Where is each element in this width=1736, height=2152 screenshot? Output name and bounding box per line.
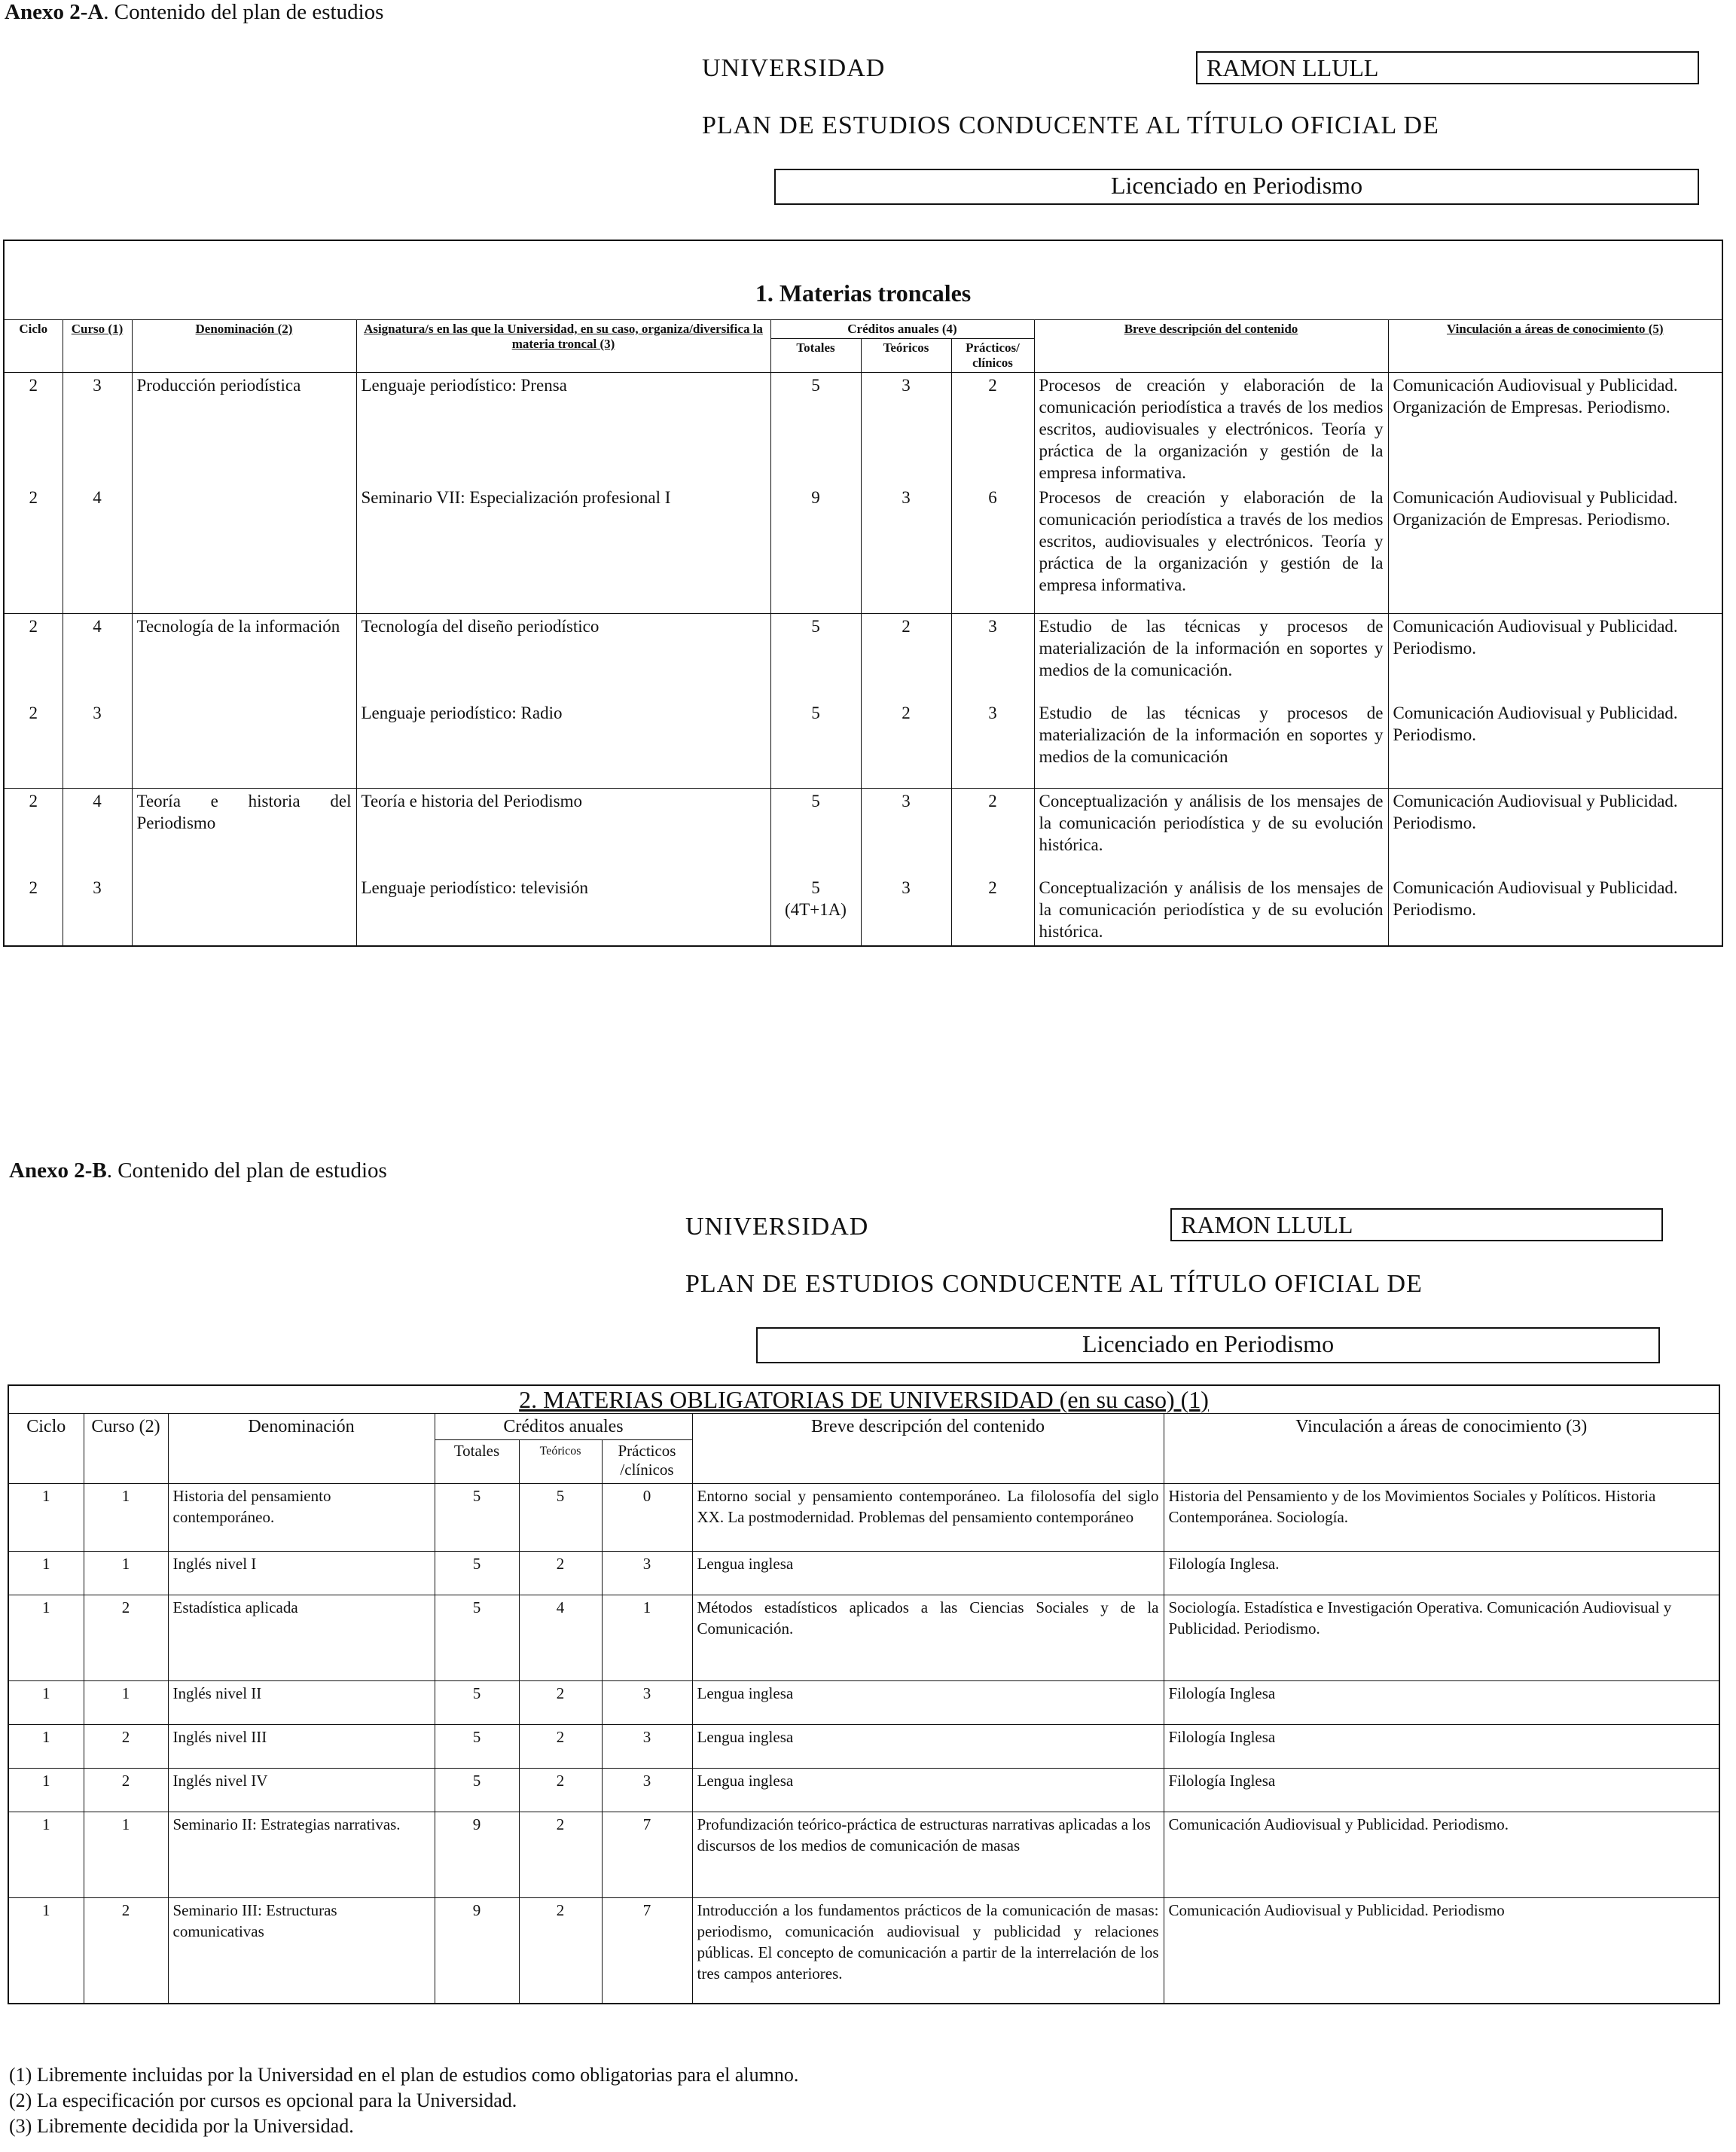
cell-totales: 5 xyxy=(770,613,861,701)
plan-title-a: PLAN DE ESTUDIOS CONDUCENTE AL TÍTULO OFICIAL DE xyxy=(702,111,1439,139)
cell-curso: 2 xyxy=(84,1725,168,1769)
table-row xyxy=(4,701,1722,788)
cell-descripcion: Conceptualización y análisis de los mensajes de la comunicación periodística y de su evolución histórica. xyxy=(1034,875,1388,946)
cell-curso: 1 xyxy=(84,1681,168,1725)
header-totales: Totales xyxy=(770,339,861,373)
footnotes xyxy=(9,2062,798,2139)
cell-vinculacion: Filología Inglesa xyxy=(1164,1725,1719,1769)
cell-practicos: 0 xyxy=(602,1484,692,1552)
header-teoricos: Teóricos xyxy=(519,1440,602,1484)
cell-totales-note: (4T+1A) xyxy=(785,900,847,919)
cell-denominacion: Inglés nivel I xyxy=(168,1552,435,1595)
cell-ciclo: 1 xyxy=(8,1898,84,2004)
cell-descripcion: Estudio de las técnicas y procesos de materialización de la información en soportes y medios de la comunicación xyxy=(1034,701,1388,788)
cell-totales-value: 5 xyxy=(811,878,820,897)
cell-totales: 9 xyxy=(435,1812,519,1898)
cell-denominacion: Tecnología de la información xyxy=(132,613,356,701)
cell-totales: 5 xyxy=(435,1769,519,1812)
cell-practicos: 7 xyxy=(602,1812,692,1898)
cell-teoricos: 4 xyxy=(519,1595,602,1681)
cell-practicos: 7 xyxy=(602,1898,692,2004)
cell-asignatura: Lenguaje periodístico: televisión xyxy=(356,875,770,946)
cell-teoricos: 2 xyxy=(519,1769,602,1812)
table-row xyxy=(4,788,1722,875)
cell-ciclo: 1 xyxy=(8,1725,84,1769)
university-label-b: UNIVERSIDAD xyxy=(685,1213,869,1241)
cell-curso: 3 xyxy=(63,701,132,788)
cell-denominacion: Inglés nivel IV xyxy=(168,1769,435,1812)
cell-totales xyxy=(770,875,861,946)
table-row xyxy=(4,875,1722,946)
cell-curso: 2 xyxy=(84,1898,168,2004)
header-descripcion: Breve descripción del contenido xyxy=(1034,320,1388,373)
cell-curso: 4 xyxy=(63,613,132,701)
table-row xyxy=(4,373,1722,486)
annex-b-label: Anexo 2-B xyxy=(9,1158,107,1183)
annex-a-subtitle: . Contenido del plan de estudios xyxy=(103,0,384,24)
cell-curso: 4 xyxy=(63,485,132,613)
cell-teoricos: 2 xyxy=(519,1812,602,1898)
cell-vinculacion: Filología Inglesa xyxy=(1164,1769,1719,1812)
cell-vinculacion: Comunicación Audiovisual y Publicidad. Organización de Empresas. Periodismo. xyxy=(1388,373,1722,486)
header-vinculacion: Vinculación a áreas de conocimiento (3) xyxy=(1164,1414,1719,1484)
cell-totales: 5 xyxy=(435,1681,519,1725)
header-descripcion: Breve descripción del contenido xyxy=(692,1414,1164,1484)
degree-box-b: Licenciado en Periodismo xyxy=(756,1327,1660,1363)
table-row xyxy=(4,613,1722,701)
cell-teoricos: 2 xyxy=(519,1552,602,1595)
cell-totales: 5 xyxy=(770,373,861,486)
cell-ciclo: 2 xyxy=(4,485,63,613)
university-label-a: UNIVERSIDAD xyxy=(702,54,886,82)
cell-practicos: 3 xyxy=(602,1725,692,1769)
footnote-1: (1) Libremente incluidas por la Universidad en el plan de estudios como obligatorias para el alumno. xyxy=(9,2064,799,2086)
cell-ciclo: 1 xyxy=(8,1552,84,1595)
table-row xyxy=(8,1595,1719,1681)
cell-vinculacion: Comunicación Audiovisual y Publicidad. Periodismo. xyxy=(1388,875,1722,946)
annex-b-subtitle: . Contenido del plan de estudios xyxy=(106,1158,387,1183)
cell-practicos: 3 xyxy=(602,1681,692,1725)
cell-vinculacion: Filología Inglesa xyxy=(1164,1681,1719,1725)
cell-ciclo: 1 xyxy=(8,1484,84,1552)
header-totales: Totales xyxy=(435,1440,519,1484)
cell-practicos: 3 xyxy=(602,1769,692,1812)
cell-descripcion: Lengua inglesa xyxy=(692,1769,1164,1812)
cell-denominacion xyxy=(132,485,356,613)
header-ciclo: Ciclo xyxy=(4,320,63,373)
cell-ciclo: 1 xyxy=(8,1812,84,1898)
cell-denominacion: Seminario III: Estructuras comunicativas xyxy=(168,1898,435,2004)
cell-denominacion: Inglés nivel II xyxy=(168,1681,435,1725)
header-teoricos: Teóricos xyxy=(861,339,951,373)
cell-practicos: 2 xyxy=(951,373,1034,486)
cell-teoricos: 2 xyxy=(519,1898,602,2004)
cell-denominacion: Teoría e historia del Periodismo xyxy=(132,788,356,875)
cell-curso: 3 xyxy=(63,875,132,946)
cell-denominacion xyxy=(132,701,356,788)
cell-descripcion: Procesos de creación y elaboración de la comunicación periodística a través de los medios escritos, audiovisuales y electrónicos. Teoría y práctica de la organización y gestión de la empresa informativa. xyxy=(1034,485,1388,613)
cell-asignatura: Tecnología del diseño periodístico xyxy=(356,613,770,701)
cell-teoricos: 3 xyxy=(861,373,951,486)
cell-curso: 2 xyxy=(84,1769,168,1812)
cell-denominacion: Historia del pensamiento contemporáneo. xyxy=(168,1484,435,1552)
cell-totales: 5 xyxy=(435,1725,519,1769)
cell-totales: 9 xyxy=(770,485,861,613)
cell-totales: 5 xyxy=(770,788,861,875)
table-row xyxy=(8,1769,1719,1812)
table-row xyxy=(8,1812,1719,1898)
cell-curso: 4 xyxy=(63,788,132,875)
cell-descripcion: Lengua inglesa xyxy=(692,1725,1164,1769)
header-practicos: Prácticos /clínicos xyxy=(602,1440,692,1484)
cell-totales: 5 xyxy=(770,701,861,788)
cell-asignatura: Lenguaje periodístico: Radio xyxy=(356,701,770,788)
cell-vinculacion: Comunicación Audiovisual y Publicidad. Periodismo. xyxy=(1388,613,1722,701)
cell-curso: 1 xyxy=(84,1484,168,1552)
cell-ciclo: 2 xyxy=(4,701,63,788)
table-row xyxy=(8,1725,1719,1769)
cell-curso: 1 xyxy=(84,1812,168,1898)
cell-teoricos: 2 xyxy=(519,1725,602,1769)
materias-troncales-table xyxy=(3,240,1723,947)
plan-title-b: PLAN DE ESTUDIOS CONDUCENTE AL TÍTULO OFICIAL DE xyxy=(685,1270,1423,1298)
cell-teoricos: 3 xyxy=(861,485,951,613)
footnote-3: (3) Libremente decidida por la Universidad. xyxy=(9,2115,354,2137)
header-creditos: Créditos anuales xyxy=(435,1414,692,1440)
cell-descripcion: Procesos de creación y elaboración de la comunicación periodística a través de los medios escritos, audiovisuales y electrónicos. Teoría y práctica de la organización y gestión de la empresa informativa. xyxy=(1034,373,1388,486)
cell-teoricos: 3 xyxy=(861,875,951,946)
footnote-2: (2) La especificación por cursos es opcional para la Universidad. xyxy=(9,2089,517,2111)
cell-practicos: 2 xyxy=(951,875,1034,946)
table-row xyxy=(8,1898,1719,2004)
table-row xyxy=(8,1484,1719,1552)
header-creditos: Créditos anuales (4) xyxy=(770,320,1034,339)
cell-descripcion: Profundización teórico-práctica de estructuras narrativas aplicadas a los discursos de los medios de comunicación de masas xyxy=(692,1812,1164,1898)
cell-ciclo: 1 xyxy=(8,1595,84,1681)
cell-curso: 2 xyxy=(84,1595,168,1681)
cell-vinculacion: Comunicación Audiovisual y Publicidad. Periodismo. xyxy=(1388,701,1722,788)
cell-ciclo: 2 xyxy=(4,373,63,486)
header-asignatura: Asignatura/s en las que la Universidad, en su caso, organiza/diversifica la materia troncal (3) xyxy=(356,320,770,373)
cell-curso: 1 xyxy=(84,1552,168,1595)
degree-box-a: Licenciado en Periodismo xyxy=(774,169,1699,205)
cell-denominacion: Producción periodística xyxy=(132,373,356,486)
cell-denominacion: Seminario II: Estrategias narrativas. xyxy=(168,1812,435,1898)
cell-denominacion: Inglés nivel III xyxy=(168,1725,435,1769)
cell-practicos: 3 xyxy=(951,701,1034,788)
cell-ciclo: 1 xyxy=(8,1769,84,1812)
annex-a-label: Anexo 2-A xyxy=(5,0,104,24)
cell-descripcion: Métodos estadísticos aplicados a las Ciencias Sociales y de la Comunicación. xyxy=(692,1595,1164,1681)
header-curso: Curso (2) xyxy=(84,1414,168,1484)
cell-descripcion: Estudio de las técnicas y procesos de materialización de la información en soportes y medios de la comunicación. xyxy=(1034,613,1388,701)
cell-denominacion: Estadística aplicada xyxy=(168,1595,435,1681)
table-row xyxy=(4,485,1722,613)
cell-totales: 9 xyxy=(435,1898,519,2004)
cell-vinculacion: Comunicación Audiovisual y Publicidad. Periodismo xyxy=(1164,1898,1719,2004)
cell-totales: 5 xyxy=(435,1595,519,1681)
cell-asignatura: Lenguaje periodístico: Prensa xyxy=(356,373,770,486)
cell-totales: 5 xyxy=(435,1484,519,1552)
cell-descripcion: Lengua inglesa xyxy=(692,1681,1164,1725)
cell-teoricos: 2 xyxy=(519,1681,602,1725)
cell-asignatura: Teoría e historia del Periodismo xyxy=(356,788,770,875)
cell-practicos: 6 xyxy=(951,485,1034,613)
cell-vinculacion: Filología Inglesa. xyxy=(1164,1552,1719,1595)
header-curso: Curso (1) xyxy=(63,320,132,373)
university-name-box-a: RAMON LLULL xyxy=(1196,51,1699,84)
cell-practicos: 1 xyxy=(602,1595,692,1681)
cell-descripcion: Conceptualización y análisis de los mensajes de la comunicación periodística y de su evolución histórica. xyxy=(1034,788,1388,875)
cell-asignatura: Seminario VII: Especialización profesional I xyxy=(356,485,770,613)
cell-descripcion: Entorno social y pensamiento contemporáneo. La filolosofía del siglo XX. La postmodernidad. Problemas del pensamiento contemporáneo xyxy=(692,1484,1164,1552)
cell-practicos: 3 xyxy=(951,613,1034,701)
header-practicos: Prácticos/ clínicos xyxy=(951,339,1034,373)
table-a-title: 1. Materias troncales xyxy=(755,279,972,307)
cell-descripcion: Introducción a los fundamentos prácticos de la comunicación de masas: periodismo, comunicación audiovisual y publicidad y relaciones públicas. El concepto de comunicación a partir de la interrelación de los tres campos anteriores. xyxy=(692,1898,1164,2004)
header-denominacion: Denominación (2) xyxy=(132,320,356,373)
cell-descripcion: Lengua inglesa xyxy=(692,1552,1164,1595)
header-denominacion: Denominación xyxy=(168,1414,435,1484)
cell-vinculacion: Comunicación Audiovisual y Publicidad. Periodismo. xyxy=(1388,788,1722,875)
cell-teoricos: 2 xyxy=(861,701,951,788)
table-row xyxy=(8,1681,1719,1725)
cell-teoricos: 3 xyxy=(861,788,951,875)
cell-ciclo: 1 xyxy=(8,1681,84,1725)
cell-practicos: 3 xyxy=(602,1552,692,1595)
cell-practicos: 2 xyxy=(951,788,1034,875)
university-name-box-b: RAMON LLULL xyxy=(1170,1208,1663,1241)
cell-vinculacion: Comunicación Audiovisual y Publicidad. Periodismo. xyxy=(1164,1812,1719,1898)
cell-totales: 5 xyxy=(435,1552,519,1595)
cell-denominacion xyxy=(132,875,356,946)
cell-curso: 3 xyxy=(63,373,132,486)
annex-b-heading xyxy=(9,1158,387,1183)
annex-a-heading xyxy=(5,0,383,25)
header-ciclo: Ciclo xyxy=(8,1414,84,1484)
cell-vinculacion: Historia del Pensamiento y de los Movimientos Sociales y Políticos. Historia Contemporánea. Sociología. xyxy=(1164,1484,1719,1552)
header-vinculacion: Vinculación a áreas de conocimiento (5) xyxy=(1388,320,1722,373)
cell-ciclo: 2 xyxy=(4,875,63,946)
materias-obligatorias-table xyxy=(8,1384,1720,2004)
table-b-title: 2. MATERIAS OBLIGATORIAS DE UNIVERSIDAD (en su caso) (1) xyxy=(519,1386,1209,1413)
cell-teoricos: 5 xyxy=(519,1484,602,1552)
cell-teoricos: 2 xyxy=(861,613,951,701)
cell-ciclo: 2 xyxy=(4,788,63,875)
table-row xyxy=(8,1552,1719,1595)
cell-ciclo: 2 xyxy=(4,613,63,701)
cell-vinculacion: Sociología. Estadística e Investigación Operativa. Comunicación Audiovisual y Publicidad. Periodismo. xyxy=(1164,1595,1719,1681)
cell-vinculacion: Comunicación Audiovisual y Publicidad. Organización de Empresas. Periodismo. xyxy=(1388,485,1722,613)
